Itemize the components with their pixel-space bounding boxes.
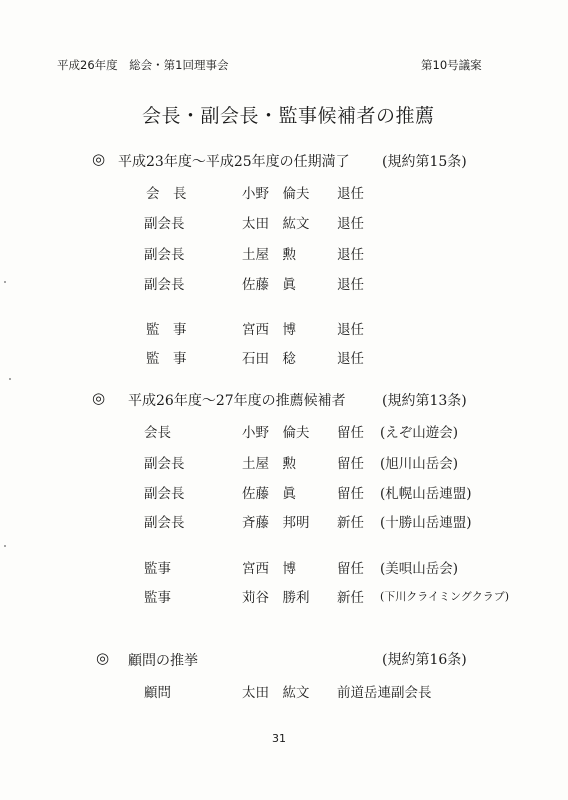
table-row-org: (下川クライミングクラブ): [380, 590, 510, 603]
page-title: 会長・副会長・監事候補者の推薦: [142, 105, 435, 127]
table-row-status: 留任: [337, 425, 364, 441]
section-2-heading: 平成26年度～27年度の推薦候補者: [128, 393, 346, 409]
scan-speck: [4, 545, 6, 547]
table-row-status: 退任: [337, 247, 364, 263]
table-row-name: 太田 紘文: [242, 216, 310, 232]
table-row-role: 副会長: [144, 456, 185, 472]
section-3-mark: ◎: [96, 649, 110, 667]
document-number: 第10号議案: [421, 58, 482, 72]
section-1-heading: 平成23年度～平成25年度の任期満了: [118, 154, 350, 170]
table-row-role: 顧問: [144, 685, 171, 701]
table-row-name: 太田 紘文: [242, 685, 310, 701]
table-row-role: 副会長: [144, 515, 185, 531]
table-row-status: 留任: [337, 486, 364, 502]
table-row-name: 土屋 勲: [242, 456, 296, 472]
table-row-role: 監 事: [146, 322, 187, 338]
table-row-name: 苅谷 勝利: [242, 590, 310, 606]
table-row-name: 宮西 博: [242, 561, 296, 577]
table-row-name: 小野 倫夫: [242, 186, 310, 202]
table-row-status: 退任: [337, 351, 364, 367]
table-row-name: 土屋 勲: [242, 247, 296, 263]
page-number: 31: [272, 732, 286, 745]
table-row-role: 会 長: [146, 186, 187, 202]
table-row-status: 前道岳連副会長: [337, 685, 432, 701]
table-row-status: 退任: [337, 322, 364, 338]
table-row-org: (十勝山岳連盟): [380, 515, 472, 531]
table-row-name: 佐藤 眞: [242, 277, 296, 293]
table-row-role: 会長: [144, 425, 171, 441]
table-row-status: 退任: [337, 216, 364, 232]
table-row-role: 副会長: [144, 486, 185, 502]
scan-speck: [9, 378, 11, 380]
scan-speck: [4, 281, 6, 283]
meeting-header: 平成26年度 総会・第1回理事会: [57, 58, 229, 72]
table-row-status: 退任: [337, 186, 364, 202]
table-row-role: 監事: [144, 561, 171, 577]
table-row-status: 留任: [337, 456, 364, 472]
table-row-status: 退任: [337, 277, 364, 293]
table-row-role: 監 事: [146, 351, 187, 367]
section-3-heading: 顧問の推挙: [128, 653, 198, 669]
table-row-name: 佐藤 眞: [242, 486, 296, 502]
table-row-status: 留任: [337, 561, 364, 577]
table-row-role: 副会長: [144, 277, 185, 293]
table-row-org: (旭川山岳会): [380, 456, 459, 472]
table-row-name: 宮西 博: [242, 322, 296, 338]
table-row-org: (札幌山岳連盟): [380, 486, 472, 502]
table-row-role: 監事: [144, 590, 171, 606]
table-row-status: 新任: [337, 590, 364, 606]
section-1-mark: ◎: [92, 150, 106, 168]
section-2-mark: ◎: [92, 389, 106, 407]
table-row-name: 小野 倫夫: [242, 425, 310, 441]
table-row-name: 斉藤 邦明: [242, 515, 310, 531]
section-3-rule: (規約第16条): [382, 652, 467, 668]
section-1-rule: (規約第15条): [382, 154, 467, 170]
table-row-role: 副会長: [144, 247, 185, 263]
table-row-name: 石田 稔: [242, 351, 296, 367]
section-2-rule: (規約第13条): [382, 393, 467, 409]
table-row-status: 新任: [337, 515, 364, 531]
table-row-role: 副会長: [144, 216, 185, 232]
table-row-org: (美唄山岳会): [380, 561, 459, 577]
table-row-org: (えぞ山遊会): [380, 425, 459, 441]
